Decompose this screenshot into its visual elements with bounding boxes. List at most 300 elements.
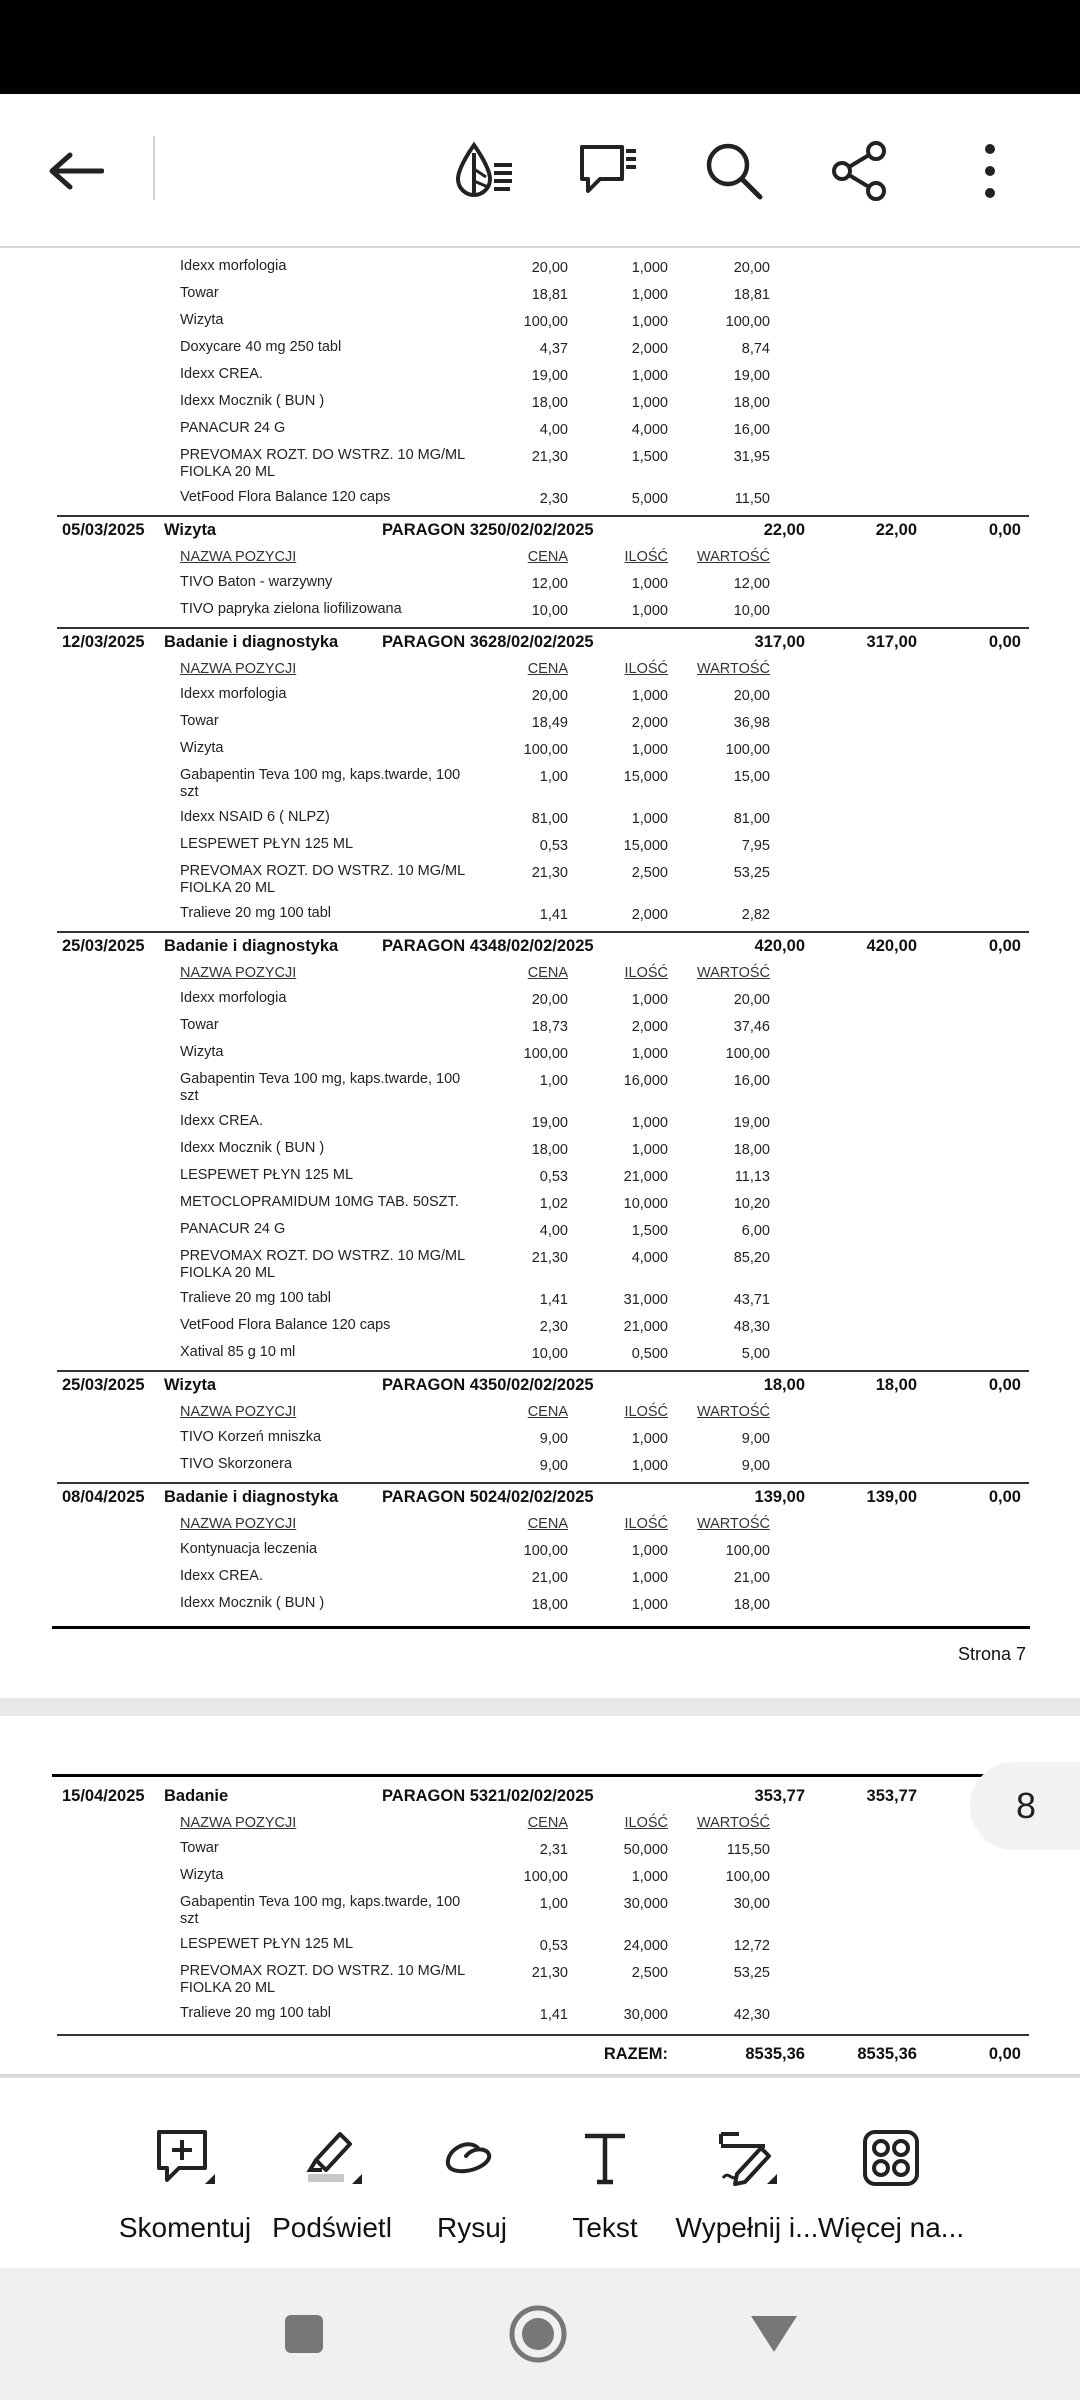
more-vertical-icon <box>980 143 1000 199</box>
grand-total-value: 8535,36 <box>745 2045 805 2063</box>
item-qty: 1,000 <box>631 314 668 330</box>
page-number-badge[interactable] <box>970 1762 1080 1850</box>
item-name: METOCLOPRAMIDUM 10MG TAB. 50SZT. <box>180 1194 459 1210</box>
item-price: 100,00 <box>523 314 568 330</box>
table-separator <box>57 2034 1029 2036</box>
table-row <box>0 713 1080 740</box>
item-name: Doxycare 40 mg 250 tabl <box>180 339 342 355</box>
item-price: 1,00 <box>539 1896 568 1912</box>
item-name: Idexx morfologia <box>180 686 287 702</box>
column-header-value: WARTOŚĆ <box>696 1815 770 1831</box>
item-price: 18,81 <box>531 287 568 303</box>
item-name: Idexx NSAID 6 ( NLPZ) <box>180 809 330 825</box>
item-price: 20,00 <box>531 260 568 276</box>
item-value: 19,00 <box>733 368 770 384</box>
item-name: Idexx CREA. <box>180 1113 263 1129</box>
column-header-row <box>0 1813 1080 1840</box>
item-name: Idexx CREA. <box>180 1568 263 1584</box>
table-row <box>0 809 1080 836</box>
item-value: 31,95 <box>733 449 770 465</box>
column-header-name: NAZWA POZYCJI <box>180 549 297 565</box>
system-nav-bar <box>0 2268 1080 2400</box>
visit-total: 18,00 <box>763 1376 805 1394</box>
item-qty: 2,000 <box>631 341 668 357</box>
item-value: 36,98 <box>733 715 770 731</box>
visit-row <box>0 520 1080 547</box>
highlight-tool-label: Podświetl <box>272 2212 392 2243</box>
item-qty: 10,000 <box>623 1196 668 1212</box>
visit-type: Badanie i diagnostyka <box>164 937 339 955</box>
item-name: Idexx morfologia <box>180 258 287 274</box>
item-qty: 1,000 <box>631 1543 668 1559</box>
item-price: 19,00 <box>531 1115 568 1131</box>
table-row <box>0 990 1080 1017</box>
table-row <box>0 1840 1080 1867</box>
visit-date: 25/03/2025 <box>62 937 145 955</box>
table-row <box>0 1140 1080 1167</box>
item-qty: 2,000 <box>631 907 668 923</box>
table-row <box>0 420 1080 447</box>
table-row <box>0 905 1080 932</box>
receipt-number: PARAGON 4350/02/02/2025 <box>382 1376 594 1394</box>
item-name: Towar <box>180 1017 219 1033</box>
pdf-page-8 <box>0 1716 1080 2076</box>
column-header-value: WARTOŚĆ <box>696 1404 770 1420</box>
item-value: 9,00 <box>741 1431 770 1447</box>
visit-date: 25/03/2025 <box>62 1376 145 1394</box>
item-qty: 1,000 <box>631 811 668 827</box>
visit-total: 317,00 <box>754 633 805 651</box>
item-price: 2,30 <box>539 491 568 507</box>
column-header-price: CENA <box>527 1815 568 1831</box>
column-header-row <box>0 963 1080 990</box>
item-name: PANACUR 24 G <box>180 1221 286 1237</box>
visit-type: Wizyta <box>164 1376 217 1394</box>
table-row <box>0 1290 1080 1317</box>
item-price: 21,30 <box>531 1250 568 1266</box>
table-separator <box>57 1482 1029 1484</box>
page-separator <box>0 1698 1080 1716</box>
table-row <box>0 366 1080 393</box>
item-qty: 1,000 <box>631 395 668 411</box>
receipt-number: PARAGON 4348/02/02/2025 <box>382 937 594 955</box>
item-name: VetFood Flora Balance 120 caps <box>180 489 391 505</box>
visit-row <box>0 1786 1080 1813</box>
column-header-qty: ILOŚĆ <box>624 1815 668 1831</box>
column-header-price: CENA <box>527 549 568 565</box>
item-price: 12,00 <box>531 576 568 592</box>
item-qty: 4,000 <box>631 1250 668 1266</box>
item-qty: 1,000 <box>631 992 668 1008</box>
item-qty: 1,000 <box>631 287 668 303</box>
item-price: 1,00 <box>539 769 568 785</box>
column-header-price: CENA <box>527 1404 568 1420</box>
back-nav-button[interactable] <box>738 2298 810 2370</box>
item-price: 18,73 <box>531 1019 568 1035</box>
table-row <box>0 1167 1080 1194</box>
item-name: PREVOMAX ROZT. DO WSTRZ. 10 MG/ML FIOLKA 20 ML <box>180 1248 465 1281</box>
table-separator <box>57 515 1029 517</box>
table-row <box>0 489 1080 516</box>
visit-paid: 420,00 <box>866 937 917 955</box>
item-qty: 1,000 <box>631 1046 668 1062</box>
item-value: 16,00 <box>733 422 770 438</box>
fill-sign-tool-label: Wypełnij i... <box>675 2212 819 2243</box>
item-price: 18,00 <box>531 1142 568 1158</box>
column-header-qty: ILOŚĆ <box>624 549 668 565</box>
item-name: Wizyta <box>180 1044 224 1060</box>
item-qty: 16,000 <box>623 1073 668 1089</box>
column-header-name: NAZWA POZYCJI <box>180 965 297 981</box>
item-value: 16,00 <box>733 1073 770 1089</box>
table-separator <box>52 1626 1030 1629</box>
item-name: TIVO Baton - warzywny <box>180 574 333 590</box>
more-tools-label: Więcej na... <box>817 2212 965 2243</box>
item-value: 11,50 <box>734 491 770 507</box>
item-qty: 1,000 <box>631 1142 668 1158</box>
item-name: Gabapentin Teva 100 mg, kaps.twarde, 100 szt <box>180 1894 461 1927</box>
item-value: 18,00 <box>733 1142 770 1158</box>
table-row <box>0 1017 1080 1044</box>
item-qty: 1,000 <box>631 1869 668 1885</box>
draw-icon <box>440 2126 504 2190</box>
item-qty: 15,000 <box>623 769 668 785</box>
table-separator <box>57 931 1029 933</box>
grand-total-due: 0,00 <box>988 2045 1021 2063</box>
item-value: 53,25 <box>733 865 770 881</box>
visit-due: 0,00 <box>988 633 1021 651</box>
item-value: 30,00 <box>733 1896 770 1912</box>
column-header-qty: ILOŚĆ <box>624 1404 668 1420</box>
item-price: 20,00 <box>531 992 568 1008</box>
recents-square-icon <box>284 2314 324 2354</box>
table-separator <box>52 1774 1030 1777</box>
item-qty: 4,000 <box>631 422 668 438</box>
table-row <box>0 312 1080 339</box>
text-tool-button[interactable] <box>530 2078 680 2268</box>
item-name: PREVOMAX ROZT. DO WSTRZ. 10 MG/ML FIOLKA 20 ML <box>180 863 465 896</box>
visit-total: 22,00 <box>763 521 805 539</box>
item-value: 20,00 <box>733 260 770 276</box>
visit-type: Badanie i diagnostyka <box>164 633 339 651</box>
item-price: 1,41 <box>539 2007 568 2023</box>
item-value: 100,00 <box>725 742 770 758</box>
recents-button[interactable] <box>268 2298 340 2370</box>
item-price: 1,02 <box>539 1196 568 1212</box>
home-circle-icon <box>508 2304 568 2364</box>
visit-paid: 18,00 <box>875 1376 917 1394</box>
item-qty: 1,000 <box>631 742 668 758</box>
item-name: LESPEWET PŁYN 125 ML <box>180 836 354 852</box>
item-value: 43,71 <box>733 1292 770 1308</box>
item-value: 5,00 <box>741 1346 770 1362</box>
item-qty: 2,000 <box>631 715 668 731</box>
visit-type: Badanie <box>164 1787 229 1805</box>
item-name: PREVOMAX ROZT. DO WSTRZ. 10 MG/ML FIOLKA 20 ML <box>180 1963 465 1996</box>
item-value: 100,00 <box>725 314 770 330</box>
table-row <box>0 1963 1080 1996</box>
grand-total-paid: 8535,36 <box>857 2045 917 2063</box>
item-qty: 1,000 <box>631 1458 668 1474</box>
table-row <box>0 258 1080 285</box>
back-triangle-icon <box>749 2314 799 2354</box>
comment-add-icon <box>153 2126 217 2190</box>
item-name: Wizyta <box>180 740 224 756</box>
receipt-number: PARAGON 5024/02/02/2025 <box>382 1488 594 1506</box>
item-name: Idexx Mocznik ( BUN ) <box>180 1140 325 1156</box>
more-tools-button[interactable] <box>816 2078 966 2268</box>
item-price: 4,37 <box>539 341 568 357</box>
status-bar <box>0 0 1080 94</box>
item-value: 2,82 <box>741 907 770 923</box>
app-bar <box>0 94 1080 248</box>
item-name: PREVOMAX ROZT. DO WSTRZ. 10 MG/ML FIOLKA 20 ML <box>180 447 465 480</box>
item-price: 10,00 <box>531 1346 568 1362</box>
share-icon <box>830 141 890 201</box>
table-row <box>0 447 1080 480</box>
grid-more-icon <box>859 2126 923 2190</box>
item-qty: 2,500 <box>631 865 668 881</box>
item-name: VetFood Flora Balance 120 caps <box>180 1317 391 1333</box>
visit-row <box>0 632 1080 659</box>
visit-total: 420,00 <box>754 937 805 955</box>
table-row <box>0 1248 1080 1281</box>
search-icon <box>704 141 764 201</box>
column-header-price: CENA <box>527 661 568 677</box>
visit-due: 0,00 <box>988 521 1021 539</box>
table-row <box>0 393 1080 420</box>
visit-row <box>0 1487 1080 1514</box>
item-name: Kontynuacja leczenia <box>180 1541 318 1557</box>
item-price: 21,30 <box>531 865 568 881</box>
item-name: TIVO Skorzonera <box>180 1456 293 1472</box>
table-row <box>0 1071 1080 1104</box>
item-qty: 24,000 <box>623 1938 668 1954</box>
item-price: 9,00 <box>539 1431 568 1447</box>
table-row <box>0 1044 1080 1071</box>
visit-type: Wizyta <box>164 521 217 539</box>
column-header-row <box>0 1402 1080 1429</box>
table-row <box>0 1429 1080 1456</box>
item-price: 0,53 <box>539 1938 568 1954</box>
item-name: Idexx morfologia <box>180 990 287 1006</box>
column-header-qty: ILOŚĆ <box>624 965 668 981</box>
item-qty: 15,000 <box>623 838 668 854</box>
item-value: 20,00 <box>733 688 770 704</box>
item-price: 18,00 <box>531 1597 568 1613</box>
back-button[interactable] <box>36 131 116 211</box>
item-qty: 0,500 <box>631 1346 668 1362</box>
more-options-button[interactable] <box>950 131 1030 211</box>
item-value: 12,00 <box>733 576 770 592</box>
table-separator <box>57 627 1029 629</box>
fill-sign-tool-button[interactable] <box>672 2078 822 2268</box>
item-price: 100,00 <box>523 742 568 758</box>
table-row <box>0 1456 1080 1483</box>
item-price: 81,00 <box>531 811 568 827</box>
visit-paid: 139,00 <box>866 1488 917 1506</box>
column-header-row <box>0 1514 1080 1541</box>
column-header-name: NAZWA POZYCJI <box>180 1404 297 1420</box>
receipt-number: PARAGON 5321/02/02/2025 <box>382 1787 594 1805</box>
item-name: PANACUR 24 G <box>180 420 286 436</box>
item-price: 1,41 <box>539 1292 568 1308</box>
table-row <box>0 601 1080 628</box>
visit-total: 139,00 <box>754 1488 805 1506</box>
item-value: 18,00 <box>733 395 770 411</box>
item-value: 85,20 <box>733 1250 770 1266</box>
column-header-price: CENA <box>527 1516 568 1532</box>
comment-tool-button[interactable] <box>110 2078 260 2268</box>
bottom-toolbar <box>0 2076 1080 2268</box>
item-price: 4,00 <box>539 1223 568 1239</box>
item-price: 1,41 <box>539 907 568 923</box>
item-qty: 1,000 <box>631 260 668 276</box>
table-separator <box>57 1370 1029 1372</box>
table-row <box>0 686 1080 713</box>
comments-button[interactable] <box>568 131 648 211</box>
home-button[interactable] <box>502 2298 574 2370</box>
toolbar-divider <box>153 136 155 200</box>
item-value: 48,30 <box>733 1319 770 1335</box>
item-price: 21,00 <box>531 1570 568 1586</box>
item-value: 8,74 <box>741 341 770 357</box>
item-value: 20,00 <box>733 992 770 1008</box>
item-price: 2,31 <box>539 1842 568 1858</box>
item-value: 21,00 <box>733 1570 770 1586</box>
table-row <box>0 767 1080 800</box>
column-header-name: NAZWA POZYCJI <box>180 1516 297 1532</box>
visit-due: 0,00 <box>988 1488 1021 1506</box>
column-header-value: WARTOŚĆ <box>696 661 770 677</box>
table-row <box>0 1568 1080 1595</box>
item-qty: 31,000 <box>623 1292 668 1308</box>
item-value: 10,20 <box>733 1196 770 1212</box>
item-price: 9,00 <box>539 1458 568 1474</box>
item-price: 4,00 <box>539 422 568 438</box>
table-row <box>0 1221 1080 1248</box>
item-value: 100,00 <box>725 1543 770 1559</box>
droplet-list-icon <box>452 139 516 203</box>
reading-mode-button[interactable] <box>444 131 524 211</box>
column-header-name: NAZWA POZYCJI <box>180 661 297 677</box>
table-row <box>0 1867 1080 1894</box>
item-name: TIVO papryka zielona liofilizowana <box>180 601 402 617</box>
table-row <box>0 574 1080 601</box>
pdf-page-7 <box>0 250 1080 1698</box>
item-value: 81,00 <box>733 811 770 827</box>
item-price: 21,30 <box>531 449 568 465</box>
item-price: 18,00 <box>531 395 568 411</box>
column-header-name: NAZWA POZYCJI <box>180 1815 297 1831</box>
comment-list-icon <box>576 139 640 203</box>
item-name: Xatival 85 g 10 ml <box>180 1344 296 1360</box>
column-header-value: WARTOŚĆ <box>696 1516 770 1532</box>
arrow-left-icon <box>48 151 104 191</box>
column-header-row <box>0 547 1080 574</box>
item-value: 100,00 <box>725 1046 770 1062</box>
table-row <box>0 285 1080 312</box>
grand-total-row <box>0 2044 1080 2071</box>
item-qty: 2,500 <box>631 1965 668 1981</box>
table-row <box>0 1113 1080 1140</box>
item-qty: 30,000 <box>623 1896 668 1912</box>
item-qty: 1,000 <box>631 576 668 592</box>
item-value: 10,00 <box>733 603 770 619</box>
item-price: 0,53 <box>539 838 568 854</box>
item-price: 100,00 <box>523 1869 568 1885</box>
item-value: 37,46 <box>733 1019 770 1035</box>
item-name: Tralieve 20 mg 100 tabl <box>180 1290 331 1306</box>
visit-total: 353,77 <box>754 1787 805 1805</box>
item-price: 2,30 <box>539 1319 568 1335</box>
item-value: 12,72 <box>733 1938 770 1954</box>
item-qty: 1,500 <box>631 1223 668 1239</box>
table-row <box>0 1317 1080 1344</box>
item-qty: 5,000 <box>631 491 668 507</box>
item-qty: 1,500 <box>631 449 668 465</box>
item-value: 11,13 <box>734 1169 770 1185</box>
item-price: 20,00 <box>531 688 568 704</box>
item-qty: 1,000 <box>631 1570 668 1586</box>
draw-tool-button[interactable] <box>397 2078 547 2268</box>
table-row <box>0 740 1080 767</box>
item-name: Gabapentin Teva 100 mg, kaps.twarde, 100 szt <box>180 767 461 800</box>
receipt-number: PARAGON 3628/02/02/2025 <box>382 633 594 651</box>
item-qty: 1,000 <box>631 1115 668 1131</box>
item-qty: 1,000 <box>631 1431 668 1447</box>
visit-type: Badanie i diagnostyka <box>164 1488 339 1506</box>
search-button[interactable] <box>694 131 774 211</box>
item-name: Idexx CREA. <box>180 366 263 382</box>
table-row <box>0 1894 1080 1927</box>
item-qty: 2,000 <box>631 1019 668 1035</box>
item-name: Idexx Mocznik ( BUN ) <box>180 393 325 409</box>
item-name: LESPEWET PŁYN 125 ML <box>180 1936 354 1952</box>
visit-paid: 22,00 <box>875 521 917 539</box>
table-row <box>0 1595 1080 1622</box>
text-tool-label: Tekst <box>572 2212 638 2243</box>
table-row <box>0 2005 1080 2032</box>
item-name: Tralieve 20 mg 100 tabl <box>180 905 331 921</box>
item-name: Idexx Mocznik ( BUN ) <box>180 1595 325 1611</box>
share-button[interactable] <box>820 131 900 211</box>
item-qty: 50,000 <box>623 1842 668 1858</box>
visit-row <box>0 1375 1080 1402</box>
item-name: Wizyta <box>180 1867 224 1883</box>
item-value: 100,00 <box>725 1869 770 1885</box>
visit-row <box>0 936 1080 963</box>
comment-tool-label: Skomentuj <box>118 2212 252 2243</box>
item-price: 1,00 <box>539 1073 568 1089</box>
item-name: TIVO Korzeń mniszka <box>180 1429 322 1445</box>
item-qty: 21,000 <box>623 1319 668 1335</box>
highlight-tool-button[interactable] <box>257 2078 407 2268</box>
table-row <box>0 1541 1080 1568</box>
visit-date: 08/04/2025 <box>62 1488 145 1506</box>
item-value: 19,00 <box>733 1115 770 1131</box>
column-header-qty: ILOŚĆ <box>624 661 668 677</box>
table-row <box>0 339 1080 366</box>
item-name: LESPEWET PŁYN 125 ML <box>180 1167 354 1183</box>
item-value: 9,00 <box>741 1458 770 1474</box>
receipt-number: PARAGON 3250/02/02/2025 <box>382 521 594 539</box>
item-qty: 1,000 <box>631 1597 668 1613</box>
document-viewer[interactable] <box>0 250 1080 2076</box>
visit-date: 12/03/2025 <box>62 633 145 651</box>
item-qty: 1,000 <box>631 603 668 619</box>
item-price: 18,49 <box>531 715 568 731</box>
